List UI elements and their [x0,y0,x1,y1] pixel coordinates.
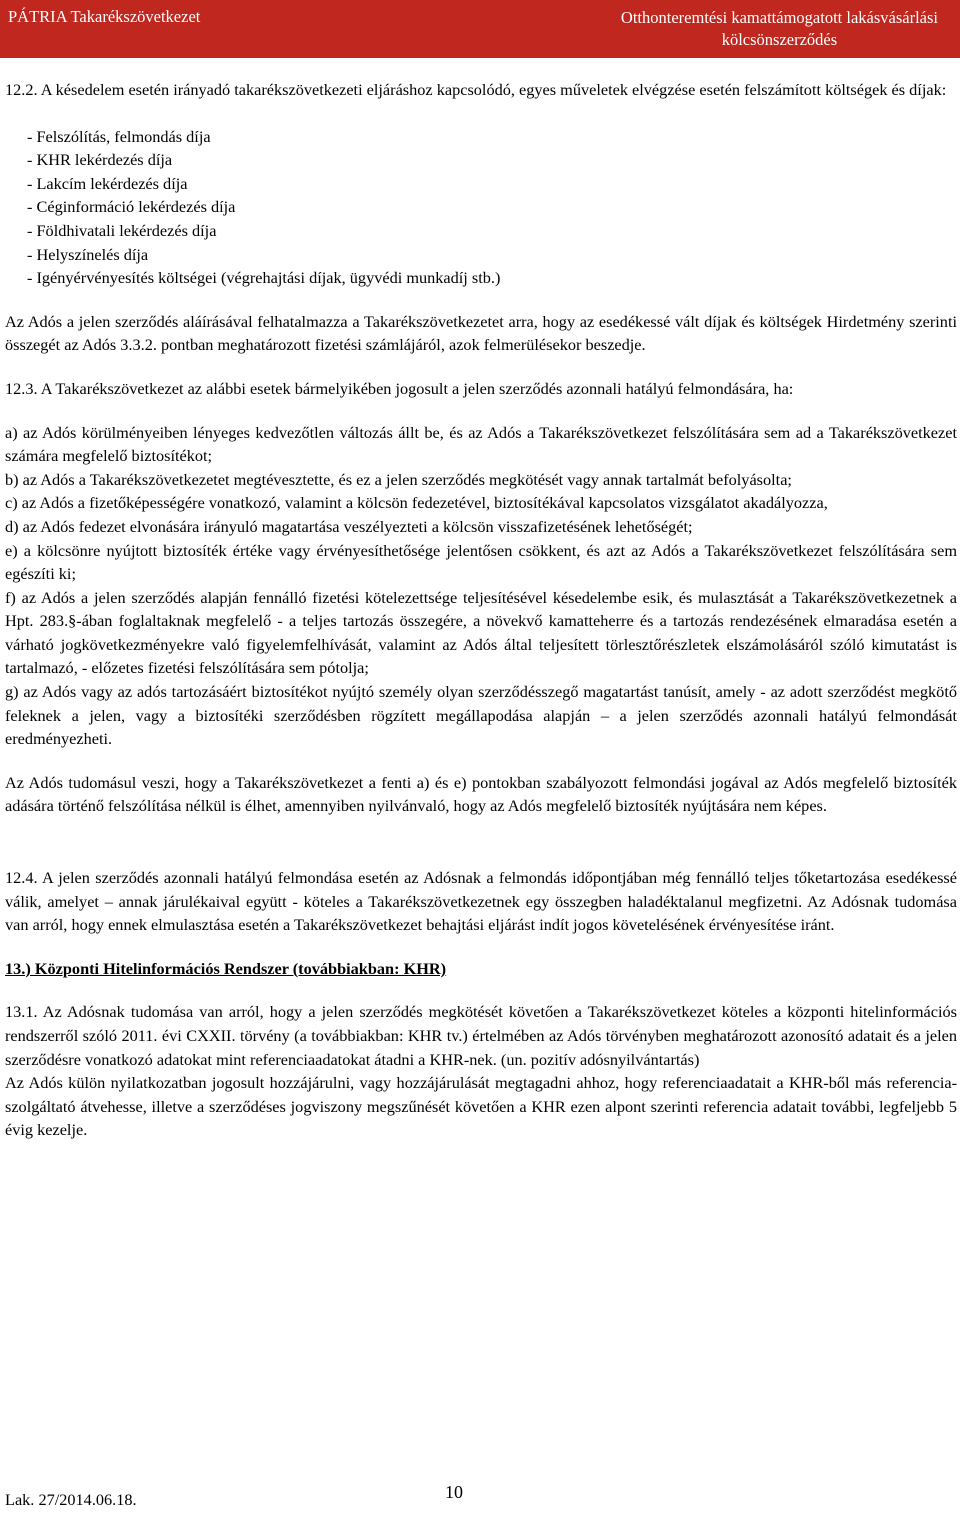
header-title-line2: kölcsönszerződés [721,30,838,49]
section-12-4: 12.4. A jelen szerződés azonnali hatályú felmondása esetén az Adósnak a felmondás időpontjában még fennálló teljes tőketartozása esedékessé válik, amelyet – annak járulékaival együtt - köteles a Takarékszövetkezetnek egy összegben haladéktalanul megfizetni. Az Adósnak tudomása van arról, hogy ennek elmulasztása esetén a Takarékszövetkezet behajtási eljárást indít jogos követelésének érvényesítése iránt. [5,868,957,935]
document-body [5,78,957,1142]
fee-item: - Igényérvényesítés költségei (végrehajtási díjak, ügyvédi munkadíj stb.) [27,268,501,288]
fee-list [5,125,957,290]
section-13-1-consent: Az Adós külön nyilatkozatban jogosult hozzájárulni, vagy hozzájárulását megtagadni ahhoz, hogy referenciaadatait a KHR-ből más referencia-szolgáltató átvehesse, illetve a szerződéses jogviszony megszűnését követően a KHR ezen alpont szerinti referencia adatait további, legfeljebb 5 évig kezelje. [5,1073,957,1140]
case-b: b) az Adós a Takarékszövetkezetet megtévesztette, és ez a jelen szerződés megkötését vagy annak tartalmát befolyásolta; [5,469,792,489]
section-12-2-intro: 12.2. A késedelem esetén irányadó takarékszövetkezeti eljáráshoz kapcsolódó, egyes műveletek elvégzése esetén felszámított költségek és díjak: [5,80,947,99]
header-institution: PÁTRIA Takarékszövetkezet [8,7,201,26]
termination-cases [5,421,957,751]
section-13-1: 13.1. Az Adósnak tudomása van arról, hogy a jelen szerződés megkötését követően a Takarékszövetkezet köteles a központi hitelinformációs rendszerről szóló 2011. évi CXXII. törvény (a továbbiakban: KHR tv.) értelmében az Adós törvényben meghatározott azonosító adatait és a jelen szerződésre vonatkozó adatokat mint referenciaadatokat átadni a KHR-nek. (un. pozitív adósnyilvántartás) [5,1002,957,1069]
case-g: g) az Adós vagy az adós tartozásáért biztosítékot nyújtó személy olyan szerződésszegő magatartást tanúsít, amely - az adott szerződést megkötő feleknek a jelen, vagy a biztosítéki szerződésben rögzített megállapodása alapján – a jelen szerződés azonnali hatályú felmondását eredményezheti. [5,682,957,749]
document-header [0,0,960,58]
section-12-2-paragraph: Az Adós a jelen szerződés aláírásával felhatalmazza a Takarékszövetkezetet arra, hogy az esedékessé vált díjak és költségek Hirdetmény szerinti összegét az Adós 3.3.2. pontban meghatározott fizetési számlájáról, azok felmerülésekor beszedje. [5,311,957,355]
header-title-line1: Otthonteremtési kamattámogatott lakásvásárlási [620,8,938,27]
section-12-3-paragraph: Az Adós tudomásul veszi, hogy a Takarékszövetkezet a fenti a) és e) pontokban szabályozott felmondási jogával az Adós megfelelő biztosíték adására történő felszólítása nélkül is élhet, amennyiben nyilvánvaló, hogy az Adós megfelelő biztosíték nyújtására nem képes. [5,772,957,816]
footer-reference: Lak. 27/2014.06.18. [5,1490,137,1509]
case-c: c) az Adós a fizetőképességére vonatkozó, valamint a kölcsön fedezetével, biztosítékával kapcsolatos vizsgálatot akadályozza, [5,493,828,513]
section-12-3-intro: 12.3. A Takarékszövetkezet az alábbi esetek bármelyikében jogosult a jelen szerződés azonnali hatályú felmondására, ha: [5,378,794,398]
fee-item: - Lakcím lekérdezés díja [27,173,188,193]
page-number: 10 [445,1482,463,1502]
header-contract-title [621,7,938,51]
case-a: a) az Adós körülményeiben lényeges kedvezőtlen változás állt be, és az Adós a Takarékszövetkezet felszólítására sem ad a Takarékszövetkezet számára megfelelő biztosítékot; [5,422,957,466]
case-d: d) az Adós fedezet elvonására irányuló magatartása veszélyezteti a kölcsön visszafizetésének lehetőségét; [5,516,693,536]
fee-item: - Helyszínelés díja [27,244,149,264]
case-f: f) az Adós a jelen szerződés alapján fennálló fizetési kötelezettsége teljesítésével késedelembe esik, és mulasztását a Takarékszövetkezetnek a Hpt. 283.§-ában foglaltaknak megfelelő - a teljes tartozás összegére, a növekvő kamatteherre és a tartozás rendezésének elmaradása esetén a várható jogkövetkezményekre való figyelemfelhívását, valamint az Adós által teljesített törlesztőrészletek elszámolásáról szóló kimutatást is tartalmazó, - előzetes fizetési felszólítására sem pótolja; [5,587,957,678]
section-13-heading: 13.) Központi Hitelinformációs Rendszer (továbbiakban: KHR) [5,958,447,978]
case-e: e) a kölcsönre nyújtott biztosíték értéke vagy érvényesíthetősége jelentősen csökkent, és azt az Adós a Takarékszövetkezet felszólítására sem egészíti ki; [5,540,957,584]
fee-item: - KHR lekérdezés díja [27,150,173,170]
fee-item: - Felszólítás, felmondás díja [27,126,211,146]
fee-item: - Földhivatali lekérdezés díja [27,220,217,240]
fee-item: - Céginformáció lekérdezés díja [27,197,236,217]
